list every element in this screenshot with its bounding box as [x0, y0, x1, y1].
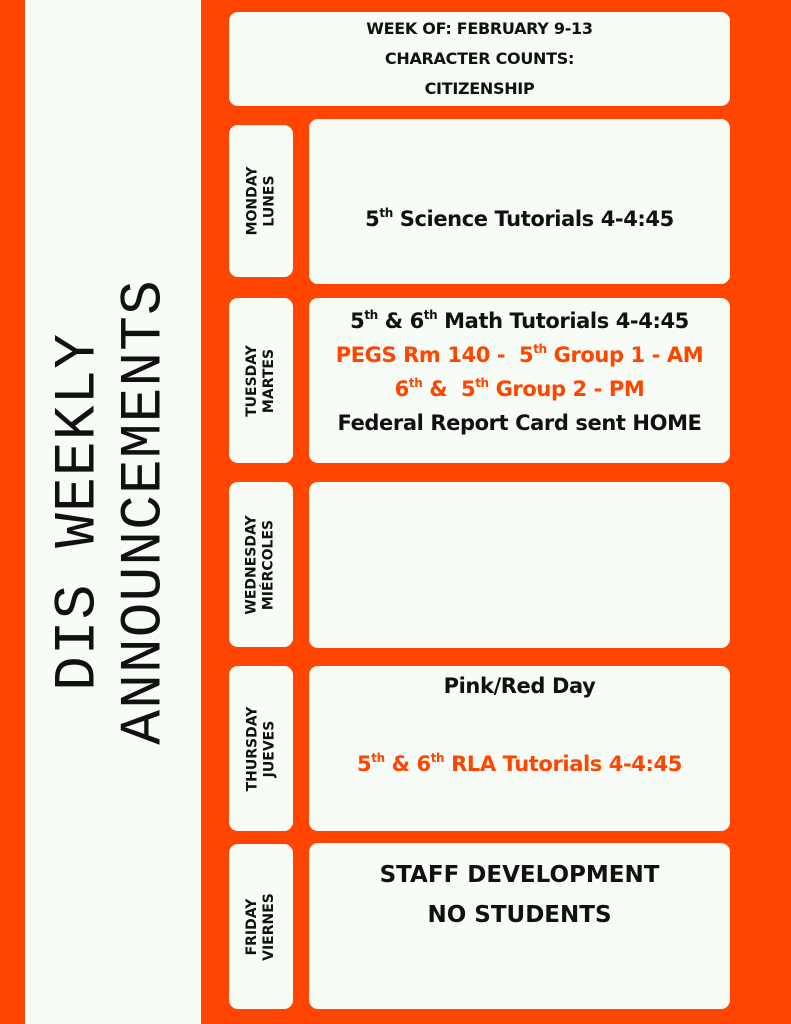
event-line: STAFF DEVELOPMENT	[379, 862, 660, 888]
week-of-text: WEEK OF: FEBRUARY 9-13	[366, 19, 593, 38]
day-content-wednesday	[309, 482, 730, 648]
day-spanish: JUEVES	[261, 720, 278, 777]
day-content-thursday	[309, 666, 730, 831]
day-content-friday	[309, 843, 730, 1009]
day-english: WEDNESDAY	[244, 514, 260, 615]
day-english: MONDAY	[244, 166, 260, 236]
page-title-line1: DIS WEEKLY	[47, 332, 113, 692]
day-spanish: LUNES	[261, 175, 277, 227]
day-english: THURSDAY	[244, 706, 261, 791]
event-line: 5th & 6th Math Tutorials 4-4:45	[350, 308, 689, 333]
title-wrap	[25, 0, 201, 1024]
event-line: Federal Report Card sent HOME	[337, 411, 702, 435]
event-line: 6th & 5th Group 2 - PM	[394, 376, 645, 401]
page-title-line2: ANNOUNCEMENTS	[113, 279, 179, 745]
week-header	[229, 12, 730, 106]
event-line: 5th Science Tutorials 4-4:45	[365, 205, 674, 231]
page-title	[47, 279, 179, 744]
day-english: TUESDAY	[244, 344, 261, 417]
day-spanish: MIÉRCOLES	[261, 519, 277, 610]
event-line: Pink/Red Day	[443, 674, 596, 698]
event-line: 5th & 6th RLA Tutorials 4-4:45	[357, 751, 682, 776]
day-label-thursday	[229, 666, 293, 831]
day-label-monday	[229, 125, 293, 277]
character-trait: CITIZENSHIP	[424, 79, 535, 98]
day-content-monday	[309, 119, 730, 284]
day-label-friday	[229, 844, 293, 1009]
event-line: PEGS Rm 140 - 5th Group 1 - AM	[335, 342, 704, 367]
day-spanish: MARTES	[261, 348, 278, 413]
day-english: FRIDAY	[244, 898, 261, 955]
day-spanish: VIERNES	[261, 892, 278, 961]
event-line: NO STUDENTS	[427, 902, 612, 928]
day-label-tuesday	[229, 298, 293, 463]
day-content-tuesday	[309, 298, 730, 463]
day-label-wednesday	[229, 482, 293, 647]
character-counts-label: CHARACTER COUNTS:	[384, 49, 575, 68]
